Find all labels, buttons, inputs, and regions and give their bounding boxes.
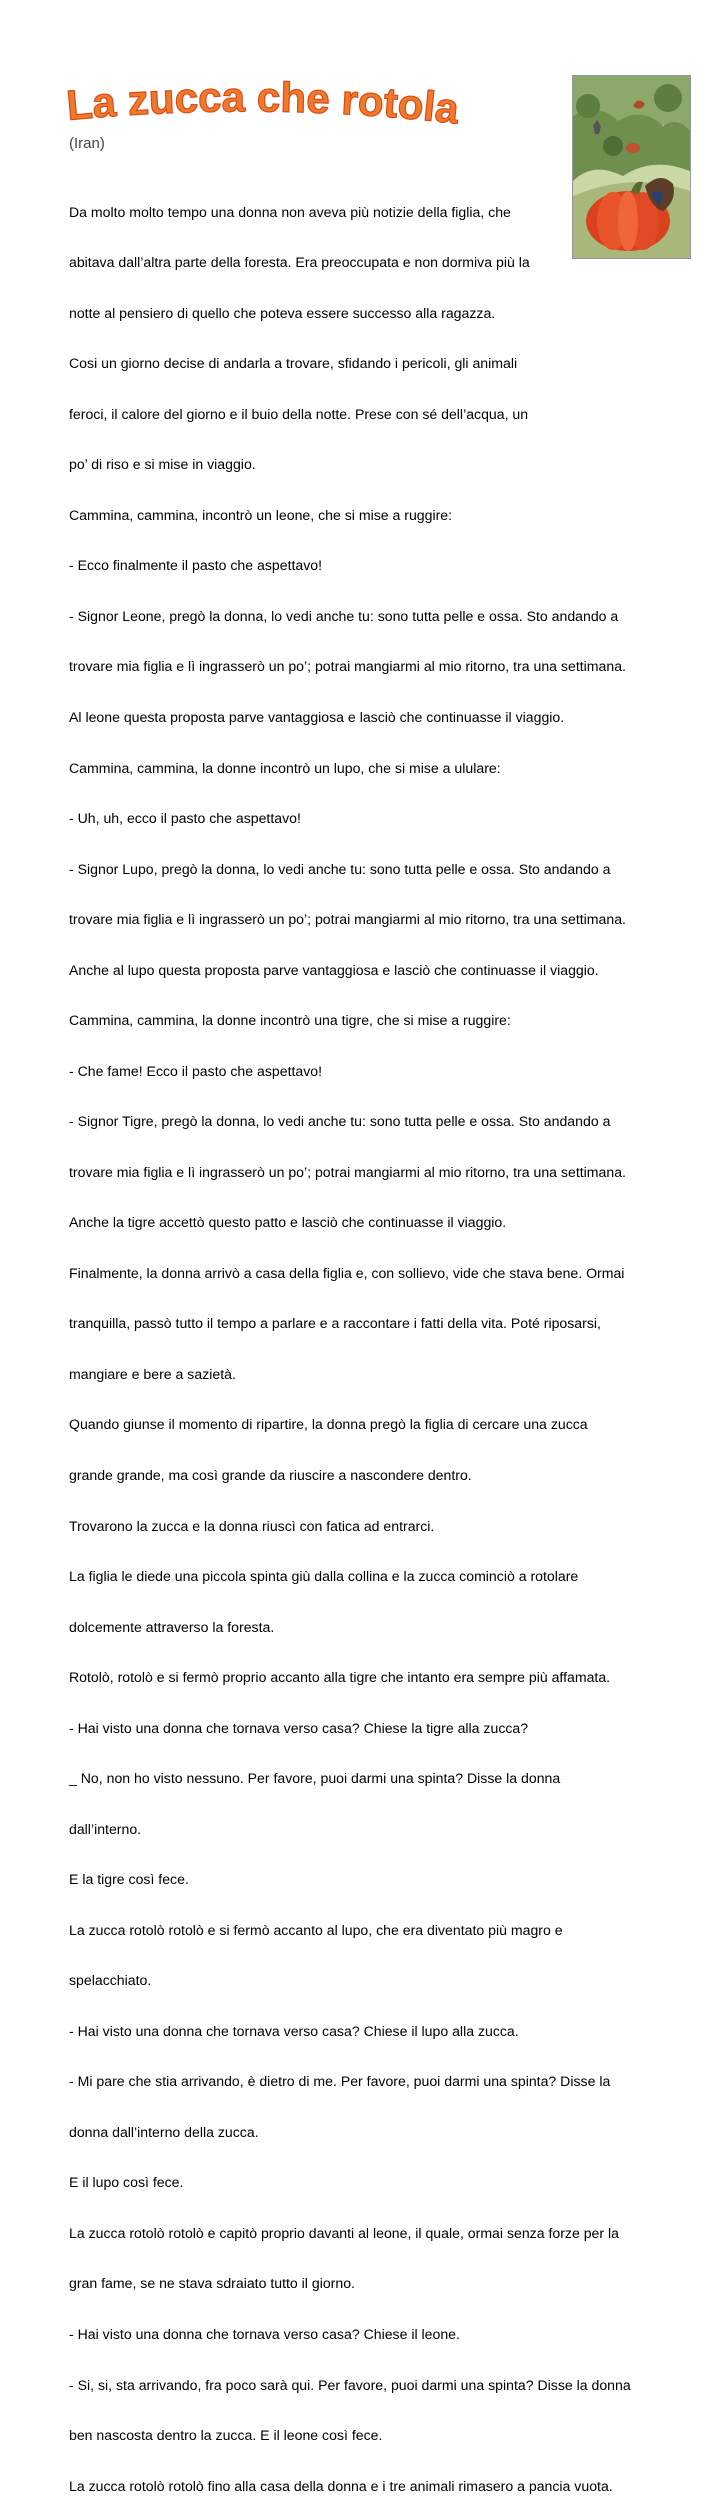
text-line: gran fame, se ne stava sdraiato tutto il giorno. [69,2275,355,2292]
text-line: Finalmente, la donna arrivò a casa della figlia e, con sollievo, vide che stava bene. Ormai [69,1264,625,1281]
text-line: Da molto molto tempo una donna non aveva più notizie della figlia, che [69,203,511,220]
text-line: Cammina, cammina, la donne incontrò una tigre, che si mise a ruggire: [69,1012,511,1029]
text-line: trovare mia figlia e lì ingrasserò un po’; potrai mangiarmi al mio ritorno, tra una settimana. [69,1163,626,1180]
text-line: spelacchiato. [69,1972,152,1989]
text-line: - Ecco finalmente il pasto che aspettavo! [69,557,323,574]
text-line: trovare mia figlia e lì ingrasserò un po’; potrai mangiarmi al mio ritorno, tra una settimana. [69,911,626,928]
page-title [64,80,524,140]
text-line: Al leone questa proposta parve vantaggiosa e lasciò che continuasse il viaggio. [69,709,565,725]
text-line: ben nascosta dentro la zucca. E il leone così fece. [69,2427,383,2444]
text-line: Quando giunse il momento di ripartire, la donna pregò la figlia di cercare una zucca [69,1416,588,1433]
text-line: - Signor Tigre, pregò la donna, lo vedi anche tu: sono tutta pelle e ossa. Sto andando a [69,1113,611,1130]
svg-text:La zucca che rotola [65,80,462,133]
text-line: - Hai visto una donna che tornava verso casa? Chiese il leone. [69,2326,460,2342]
text-line: E la tigre così fece. [69,1871,189,1888]
text-line: Anche al lupo questa proposta parve vantaggiosa e lasciò che continuasse il viaggio. [69,961,599,978]
text-line: tranquilla, passò tutto il tempo a parlare e a raccontare i fatti della vita. Poté riposarsi, [69,1315,601,1332]
text-line: donna dall’interno della zucca. [69,2123,259,2140]
text-line: grande grande, ma così grande da riuscire a nascondere dentro. [69,1466,472,1483]
text-line: dall’interno. [69,1820,142,1837]
text-line: - Si, si, sta arrivando, fra poco sarà qui. Per favore, puoi darmi una spinta? Disse la donna [69,2376,631,2393]
text-line: dolcemente attraverso la foresta. [69,1618,275,1635]
text-line: Cammina, cammina, la donne incontrò un lupo, che si mise a ululare: [69,759,501,776]
text-line: - Che fame! Ecco il pasto che aspettavo! [69,1062,323,1079]
text-line: - Uh, uh, ecco il pasto che aspettavo! [69,810,301,827]
page-title-text: La zucca che rotola [64,80,462,133]
text-line: abitava dall’altra parte della foresta. Era preoccupata e non dormiva più la [69,254,530,271]
story-text [69,170,669,2511]
text-line: - Hai visto una donna che tornava verso casa? Chiese il lupo alla zucca. [69,2022,519,2039]
subtitle: (Iran) [69,135,105,152]
text-line: - Mi pare che stia arrivando, è dietro di me. Per favore, puoi darmi una spinta? Disse la [69,2073,611,2090]
text-line: La figlia le diede una piccola spinta giù dalla collina e la zucca cominciò a rotolare [69,1568,579,1585]
text-line: feroci, il calore del giorno e il buio della notte. Prese con sé dell’acqua, un [69,405,529,422]
text-line: _ No, non ho visto nessuno. Per favore, puoi darmi una spinta? Disse la donna [69,1770,561,1787]
text-line: Cosi un giorno decise di andarla a trovare, sfidando i pericoli, gli animali [69,355,518,372]
text-line: Anche la tigre accettò questo patto e lasciò che continuasse il viaggio. [69,1214,507,1231]
text-line: E il lupo così fece. [69,2174,184,2191]
text-line: mangiare e bere a sazietà. [69,1365,236,1382]
text-line: La zucca rotolò rotolò e si fermò accanto al lupo, che era diventato più magro e [69,1921,563,1938]
text-line: notte al pensiero di quello che poteva essere successo alla ragazza. [69,304,496,321]
text-line: La zucca rotolò rotolò e capitò proprio davanti al leone, il quale, ormai senza forze per la [69,2224,619,2241]
text-line: trovare mia figlia e lì ingrasserò un po’; potrai mangiarmi al mio ritorno, tra una settimana. [69,658,626,675]
text-line: Trovarono la zucca e la donna riuscì con fatica ad entrarci. [69,1517,435,1534]
text-line: po’ di riso e si mise in viaggio. [69,456,256,473]
text-line: Cammina, cammina, incontrò un leone, che si mise a ruggire: [69,506,453,523]
text-line: - Signor Leone, pregò la donna, lo vedi anche tu: sono tutta pelle e ossa. Sto andando a [69,607,619,624]
text-line: Rotolò, rotolò e si fermò proprio accanto alla tigre che intanto era sempre più affamata. [69,1669,611,1686]
text-line: La zucca rotolò rotolò fino alla casa della donna e i tre animali rimasero a pancia vuota. [69,2477,613,2494]
text-line: - Hai visto una donna che tornava verso casa? Chiese la tigre alla zucca? [69,1719,529,1736]
text-line: - Signor Lupo, pregò la donna, lo vedi anche tu: sono tutta pelle e ossa. Sto andando a [69,860,611,877]
